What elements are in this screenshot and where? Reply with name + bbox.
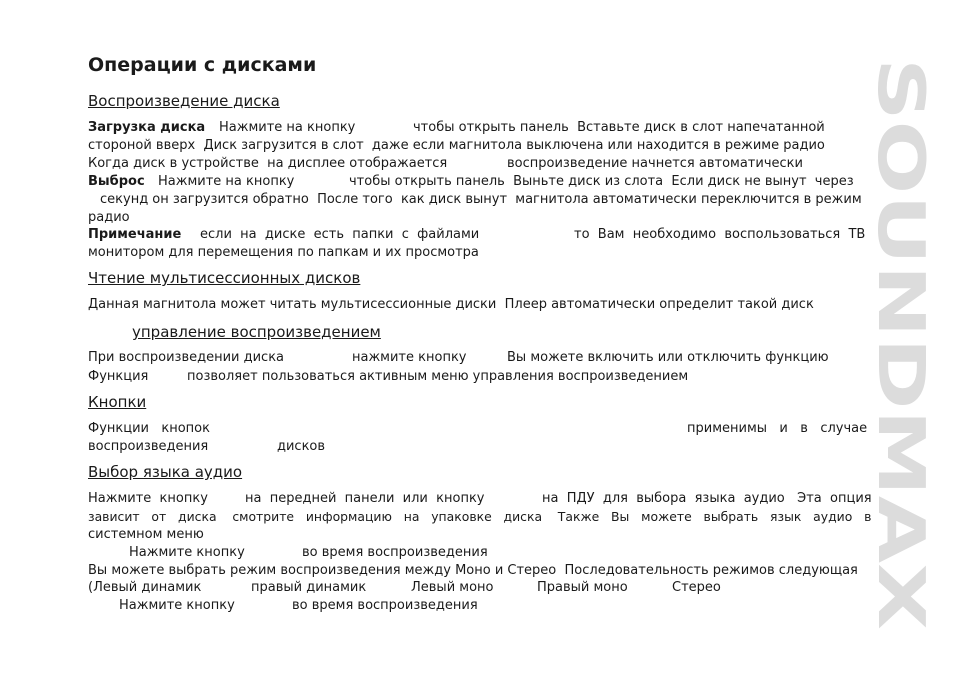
eject-text-a: Нажмите на кнопку bbox=[158, 174, 295, 189]
note-text-a: если на диске есть папки с файлами bbox=[200, 227, 480, 242]
audio-text-4a: Нажмите кнопку bbox=[129, 545, 245, 560]
section-heading-multisession: Чтение мультисессионных дисков bbox=[88, 269, 361, 287]
audio-text-6a: (Левый динамик bbox=[88, 580, 202, 595]
eject-text-line-2: секунд он загрузится обратно После того как диск вынут магнитола автоматически переключится в режим bbox=[100, 192, 862, 207]
soundmax-logo bbox=[863, 58, 937, 630]
load-text-a: Нажмите на кнопку bbox=[219, 120, 356, 135]
buttons-text-b: применимы и в случае bbox=[687, 421, 868, 436]
eject-label: Выброс bbox=[88, 174, 145, 189]
audio-text-6b: правый динамик bbox=[251, 580, 367, 595]
soundmax-logo-graphic bbox=[863, 58, 937, 630]
buttons-text-d: дисков bbox=[277, 439, 326, 454]
paragraph-load-line-1 bbox=[88, 119, 205, 136]
note-text-b: то Вам необходимо воспользоваться ТВ bbox=[574, 227, 866, 242]
load-text-line-3a: Когда диск в устройстве на дисплее отображается bbox=[88, 156, 448, 171]
section-heading-disc-playback: Воспроизведение диска bbox=[88, 92, 280, 110]
multisession-text: Данная магнитола может читать мультисессионные диски Плеер автоматически определит такой диск bbox=[88, 297, 814, 312]
note-line-1 bbox=[88, 226, 181, 243]
buttons-text-a: Функции кнопок bbox=[88, 421, 210, 436]
audio-text-1b: на передней панели или кнопку bbox=[245, 491, 485, 506]
audio-text-4b: во время воспроизведения bbox=[302, 545, 488, 560]
audio-text-6d: Правый моно bbox=[537, 580, 628, 595]
playback-control-text-b: нажмите кнопку bbox=[352, 350, 467, 365]
audio-text-6c: Левый моно bbox=[411, 580, 494, 595]
eject-line-1 bbox=[88, 173, 145, 190]
playback-control-text-e: позволяет пользоваться активным меню управления воспроизведением bbox=[187, 369, 689, 384]
page-title: Операции с дисками bbox=[88, 54, 317, 76]
audio-text-1a: Нажмите кнопку bbox=[88, 491, 208, 506]
eject-text-line-3: радио bbox=[88, 210, 130, 225]
load-text-b: чтобы открыть панель Вставьте диск в слот напечатанной bbox=[413, 120, 825, 135]
audio-text-7a: Нажмите кнопку bbox=[119, 598, 235, 613]
soundmax-logo-text: SOUNDMAX bbox=[863, 58, 937, 480]
playback-control-text-c: Вы можете включить или отключить функцию bbox=[507, 350, 829, 365]
audio-text-2: зависит от диска смотрите информацию на упаковке диска Также Вы можете выбрать язык аудио в bbox=[88, 509, 872, 524]
load-label: Загрузка диска bbox=[88, 120, 206, 135]
section-heading-playback-control: управление воспроизведением bbox=[132, 323, 381, 341]
note-label: Примечание bbox=[88, 227, 182, 242]
audio-text-7b: во время воспроизведения bbox=[292, 598, 478, 613]
load-text-line-3b: воспроизведение начнется автоматически bbox=[507, 156, 803, 171]
audio-text-5: Вы можете выбрать режим воспроизведения между Моно и Стерео Последовательность режимов следующая bbox=[88, 563, 858, 578]
eject-text-b: чтобы открыть панель Выньте диск из слота Если диск не вынут через bbox=[349, 174, 854, 189]
note-text-line-2: монитором для перемещения по папкам и их просмотра bbox=[88, 245, 479, 260]
playback-control-text-d: Функция bbox=[88, 369, 149, 384]
playback-control-text-a: При воспроизведении диска bbox=[88, 350, 285, 365]
load-text-line-2: стороной вверх Диск загрузится в слот даже если магнитола выключена или находится в режиме радио bbox=[88, 138, 825, 153]
buttons-text-c: воспроизведения bbox=[88, 439, 209, 454]
audio-text-6e: Стерео bbox=[672, 580, 721, 595]
audio-text-3: системном меню bbox=[88, 527, 204, 542]
section-heading-buttons: Кнопки bbox=[88, 393, 147, 411]
section-heading-audio-language: Выбор языка аудио bbox=[88, 463, 243, 481]
audio-text-1c: на ПДУ для выбора языка аудио Эта опция bbox=[542, 491, 872, 506]
